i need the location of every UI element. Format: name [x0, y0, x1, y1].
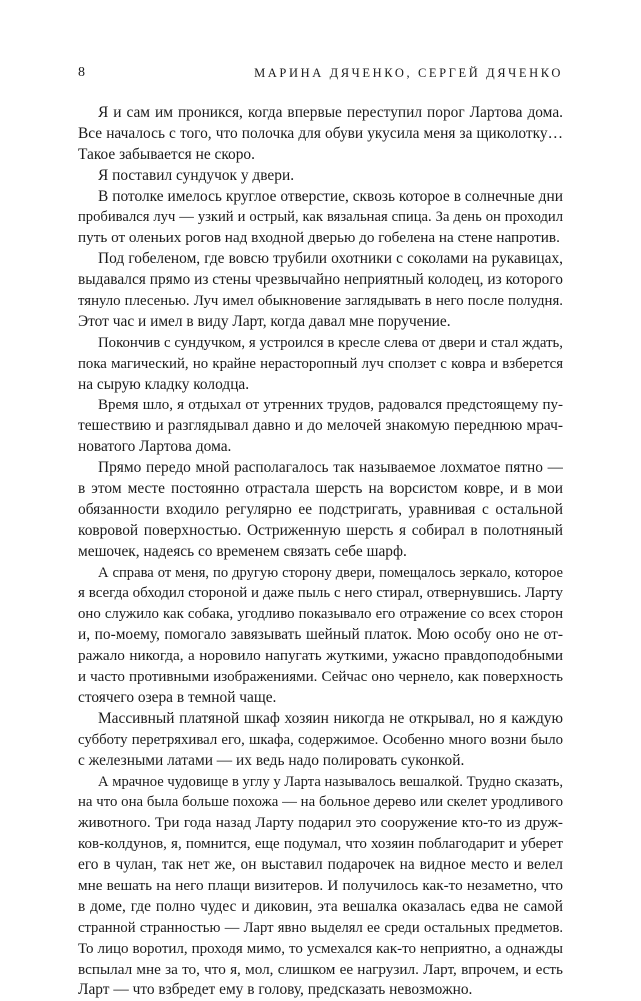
- text-line: и, по-моему, помогало завязывать шейный платок. Мою особу оно не от-: [78, 626, 563, 644]
- text-line: его в чулан, так нет же, он выставил подарочек на видное место и велел: [78, 856, 563, 874]
- text-line: тянуло плесенью. Луч имел обыкновение заглядывать в него после полудня.: [78, 293, 563, 310]
- text-line: пробивался луч — узкий и острый, как вязальная спица. За день он проходил: [78, 209, 563, 226]
- text-line: животного. Три года назад Ларту подарил это сооружение кто-то из друж-: [78, 814, 563, 832]
- text-line: Время шло, я отдыхал от утренних трудов, радовался предстоящему пу-: [98, 397, 563, 414]
- text-line: Ларт — что взбредет ему в голову, предсказать невозможно.: [78, 981, 473, 999]
- text-line: в доме, где полно чудес и диковин, эта вешалка оказалась едва не самой: [78, 897, 563, 915]
- text-line: вспылал мне за то, что я, мол, слишком ее нагрузил. Ларт, впрочем, и есть: [78, 960, 563, 978]
- text-line: с железными латами — их ведь надо полировать суконкой.: [78, 751, 465, 769]
- text-line: мешочек, надеясь со временем связать себе шарф.: [78, 542, 407, 560]
- text-line: То лицо воротил, проходя мимо, то усмехался как-то неприятно, а однажды: [78, 940, 563, 957]
- text-line: Я поставил сундучок у двери.: [98, 166, 295, 184]
- text-line: Такое забывается не скоро.: [78, 145, 255, 163]
- text-line: Я и сам им проникся, когда впервые переступил порог Лартова дома.: [98, 104, 563, 121]
- text-line: Все началось с того, что полочка для обуви укусила меня за щиколотку…: [78, 124, 563, 142]
- text-line: субботу перетряхивал его, шкафа, содержимое. Особенно много возни было: [78, 731, 563, 748]
- text-line: В потолке имелось круглое отверстие, сквозь которое в солнечные дни: [98, 187, 563, 205]
- text-line: Под гобеленом, где вовсю трубили охотники с соколами на рукавицах,: [98, 250, 563, 268]
- text-line: ражало никогда, а норовило напугать жуткими, ужасно правдоподобными: [78, 647, 563, 665]
- text-line: ков-колдунов, я, помнится, еще подумал, что хозяин поблагодарит и уберет: [78, 836, 563, 853]
- text-line: путь от оленьих рогов над входной дверью до гобелена на стене напротив.: [78, 229, 560, 247]
- text-line: Этот час и имел в виду Ларт, когда давал мне поручение.: [78, 312, 451, 330]
- text-line: мне вешать на него плащи визитеров. И получилось как-то незаметно, что: [78, 876, 563, 894]
- text-line: Массивный платяной шкаф хозяин никогда не открывал, но я каждую: [98, 709, 563, 727]
- text-line: пока магический, но крайне нерасторопный луч сползет с ковра и взберется: [78, 355, 563, 372]
- running-head: [78, 63, 563, 83]
- text-line: стоячего озера в темной чаще.: [78, 688, 277, 706]
- text-line: ковровой поверхностью. Остриженную шерсть я собирал в полотняный: [78, 521, 563, 539]
- text-line: оно служило как собака, угодливо показывало его отражение со всех сторон: [78, 606, 563, 623]
- text-line: выдавался прямо из стены чрезвычайно неприятный колодец, из которого: [78, 271, 563, 289]
- text-line: А справа от меня, по другую сторону двери, помещалось зеркало, которое: [98, 564, 563, 581]
- text-line: на что она была больше похожа — на больное дерево или скелет уродливого: [78, 794, 563, 811]
- running-title: МАРИНА ДЯЧЕНКО, СЕРГЕЙ ДЯЧЕНКО: [254, 66, 563, 80]
- text-line: я всегда обходил стороной и даже пыль с него стирал, отвернувшись. Ларту: [78, 585, 563, 602]
- text-line: А мрачное чудовище в углу у Ларта называлось вешалкой. Трудно сказать,: [98, 773, 563, 790]
- text-line: в этом месте постоянно отрастала шерсть на ворсистом ковре, и в мои: [78, 480, 563, 498]
- text-line: Покончив с сундучком, я устроился в кресле слева от двери и стал ждать,: [98, 334, 563, 351]
- text-line: на сырую кладку колодца.: [78, 375, 250, 393]
- text-line: обязанности входило регулярно ее подстригать, уравнивая с остальной: [78, 500, 563, 518]
- page-number: 8: [78, 65, 85, 80]
- body-text: [78, 103, 563, 1001]
- text-line: и часто противными изображениями. Сейчас оно чернело, как поверхность: [78, 669, 563, 686]
- text-line: странной странностью — Ларт явно выделял ее среди остальных предметов.: [78, 919, 563, 936]
- text-line: тешествию и разглядывал давно и до мелочей знакомую переднюю мрач-: [78, 417, 563, 435]
- text-line: Прямо передо мной располагалось так называемое лохматое пятно —: [98, 459, 563, 477]
- text-line: новатого Лартова дома.: [78, 438, 232, 456]
